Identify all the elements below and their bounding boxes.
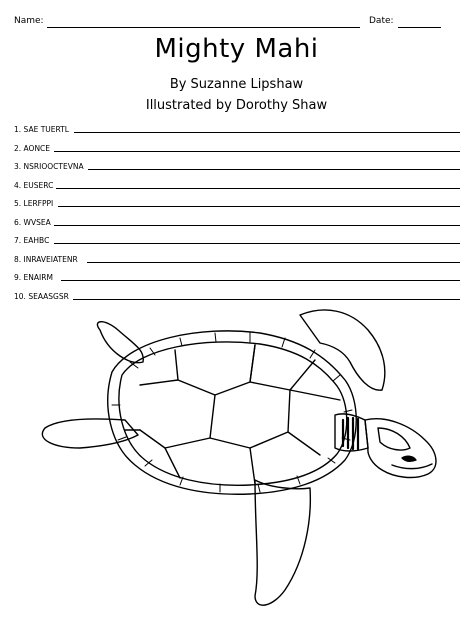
author-line: By Suzanne Lipshaw bbox=[169, 77, 304, 92]
turtle-neck bbox=[335, 414, 368, 451]
answer-line[interactable] bbox=[54, 225, 460, 226]
word-label: 7. EAHBC bbox=[14, 236, 50, 245]
name-label: Name: bbox=[14, 16, 44, 26]
turtle-mouth bbox=[392, 464, 432, 469]
word-label: 5. LERFPPI bbox=[14, 199, 54, 208]
date-field[interactable] bbox=[398, 27, 441, 28]
date-label: Date: bbox=[369, 16, 394, 26]
answer-line[interactable] bbox=[54, 151, 460, 152]
word-label: 1. SAE TUERTL bbox=[14, 125, 69, 134]
word-label: 6. WVSEA bbox=[14, 217, 51, 227]
sea-turtle-illustration bbox=[0, 300, 473, 621]
illustrator-line: Illustrated by Dorothy Shaw bbox=[145, 98, 328, 113]
header bbox=[14, 16, 442, 30]
turtle-shell-rim-segments bbox=[112, 333, 352, 492]
turtle-head-scale bbox=[378, 428, 410, 450]
word-label: 10. SEAASGSR bbox=[14, 291, 69, 301]
turtle-shell-scutes bbox=[125, 345, 340, 484]
turtle-head bbox=[365, 419, 436, 478]
word-label: 4. EUSERC bbox=[14, 180, 54, 190]
word-label: 9. ENAIRM bbox=[14, 273, 53, 282]
word-row bbox=[14, 252, 460, 271]
answer-line[interactable] bbox=[58, 206, 460, 207]
answer-line[interactable] bbox=[74, 132, 460, 133]
turtle-rear-right-flipper bbox=[300, 310, 385, 390]
turtle-eye-icon bbox=[402, 456, 416, 461]
word-label: 8. INRAVEIATENR bbox=[14, 254, 78, 264]
turtle-back-left-flipper bbox=[97, 322, 143, 363]
page-title: Mighty Mahi bbox=[154, 34, 319, 64]
word-row bbox=[14, 122, 460, 141]
turtle-front-left-flipper bbox=[42, 419, 138, 448]
answer-line[interactable] bbox=[56, 188, 460, 189]
word-row bbox=[14, 159, 460, 178]
turtle-front-right-flipper bbox=[255, 480, 310, 605]
word-label: 3. NSRIOOCTEVNA bbox=[14, 162, 84, 171]
answer-line[interactable] bbox=[87, 262, 460, 263]
word-label: 2. AONCE bbox=[14, 143, 51, 153]
word-row bbox=[14, 215, 460, 234]
word-scramble-list bbox=[14, 122, 460, 307]
word-row bbox=[14, 270, 460, 289]
name-field[interactable] bbox=[47, 27, 360, 28]
word-row bbox=[14, 233, 460, 252]
word-row bbox=[14, 141, 460, 160]
answer-line[interactable] bbox=[54, 243, 460, 244]
word-row bbox=[14, 178, 460, 197]
answer-line[interactable] bbox=[88, 169, 460, 170]
turtle-shell-outer bbox=[108, 331, 356, 494]
answer-line[interactable] bbox=[61, 280, 460, 281]
word-row bbox=[14, 196, 460, 215]
